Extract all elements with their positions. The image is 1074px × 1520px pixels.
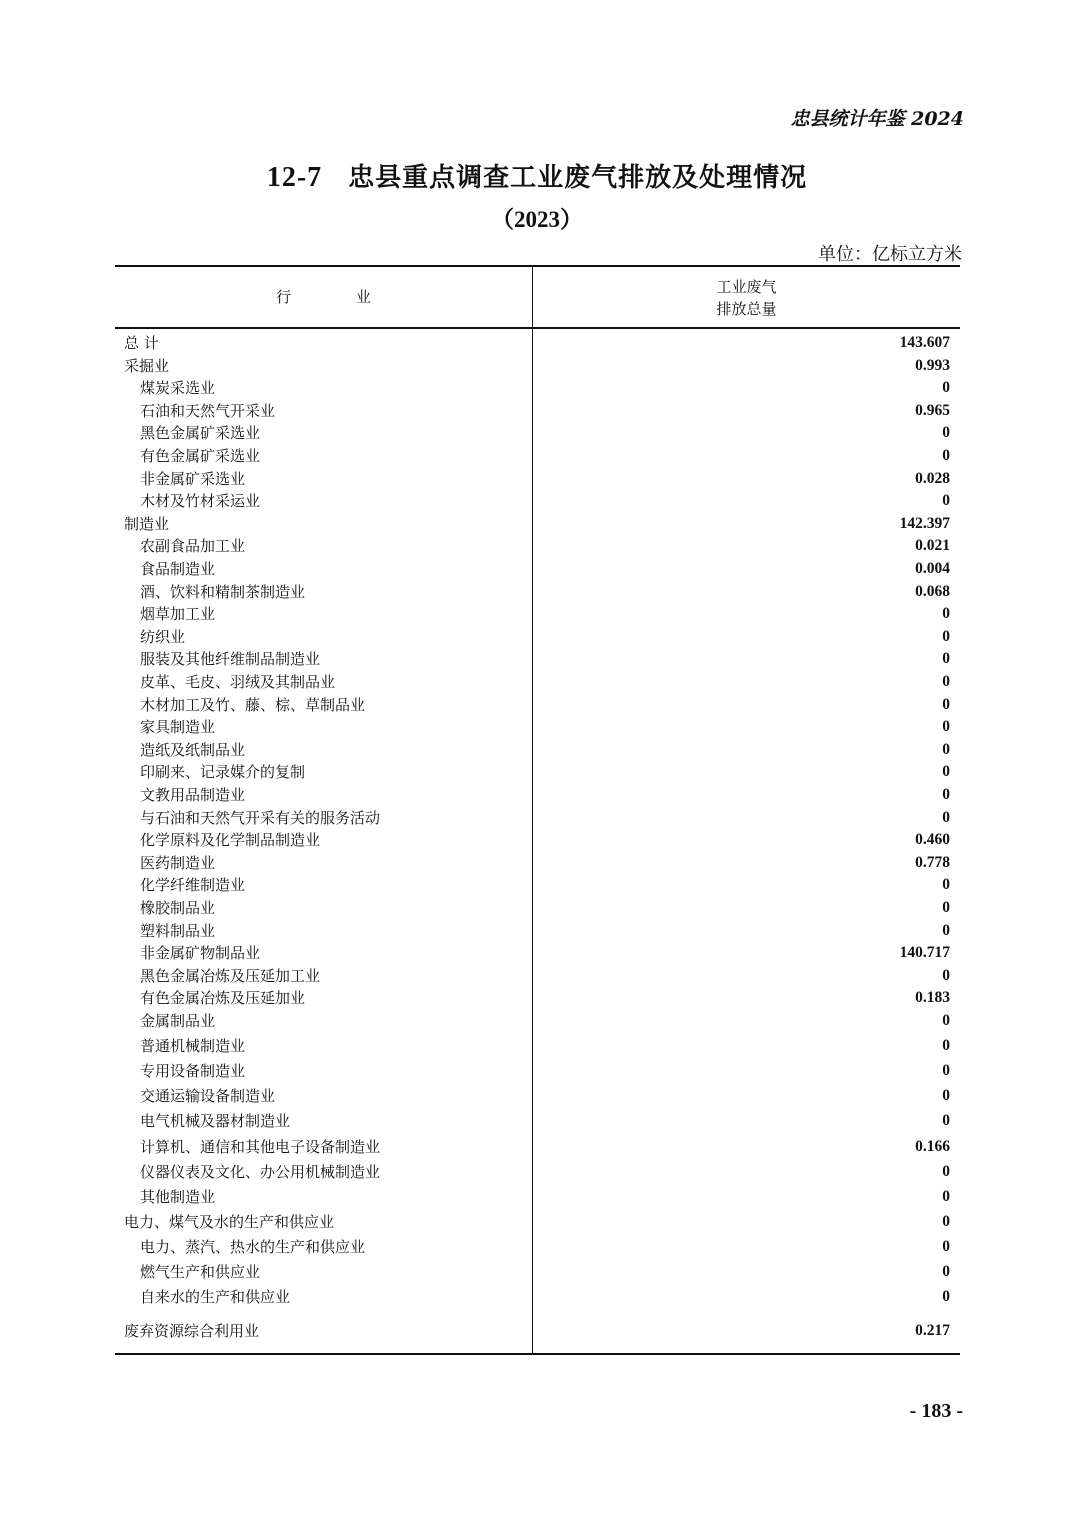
table-row — [115, 603, 960, 625]
emission-value: 0 — [942, 786, 950, 803]
year-caption — [0, 201, 1074, 234]
industry-name: 家具制造业 — [140, 718, 216, 737]
table-row — [115, 739, 960, 761]
industry-name: 酒、饮料和精制茶制造业 — [140, 582, 306, 601]
table-row — [115, 1161, 960, 1183]
industry-name: 服装及其他纤维制品制造业 — [140, 650, 321, 669]
industry-name: 黑色金属矿采选业 — [140, 424, 261, 443]
emission-value: 0 — [942, 379, 950, 397]
table-row — [115, 1320, 960, 1342]
industry-name: 食品制造业 — [140, 560, 216, 578]
emission-header-line2: 排放总量 — [716, 300, 777, 318]
emission-value: 0.068 — [915, 582, 950, 600]
emission-value: 0 — [942, 1212, 950, 1230]
table-row — [115, 852, 960, 874]
table-row — [115, 1186, 960, 1208]
table-row — [115, 784, 960, 806]
emission-column-header — [533, 276, 960, 320]
table-row — [115, 897, 960, 919]
industry-name: 金属制品业 — [140, 1012, 216, 1030]
data-table — [115, 265, 960, 1355]
table-row — [115, 716, 960, 738]
industry-name: 非金属矿物制品业 — [140, 944, 261, 963]
emission-value: 0 — [942, 447, 950, 464]
page-number: - 183 - — [909, 1400, 963, 1422]
year-text: （2023） — [491, 207, 583, 232]
emission-value: 0.021 — [915, 537, 950, 555]
table-row — [115, 1136, 960, 1158]
table-row — [115, 671, 960, 693]
emission-value: 0 — [942, 1112, 950, 1130]
table-row — [115, 1010, 960, 1032]
emission-value: 0.460 — [915, 831, 950, 849]
emission-value: 0 — [942, 876, 950, 894]
emission-value: 143.607 — [899, 334, 950, 351]
table-row — [115, 581, 960, 603]
emission-value: 0 — [942, 492, 950, 510]
table-row — [115, 422, 960, 444]
emission-value: 0 — [942, 966, 950, 984]
emission-value: 0 — [942, 627, 950, 645]
table-row — [115, 761, 960, 783]
table-row — [115, 558, 960, 580]
emission-value: 0 — [942, 1087, 950, 1105]
table-row — [115, 626, 960, 648]
industry-name: 仪器仪表及文化、办公用机械制造业 — [140, 1162, 381, 1181]
table-row — [115, 513, 960, 535]
table-row — [115, 920, 960, 942]
emission-value: 0.028 — [915, 469, 950, 487]
table-row — [115, 490, 960, 512]
industry-name: 皮革、毛皮、羽绒及其制品业 — [140, 673, 336, 691]
industry-name: 有色金属冶炼及压延加业 — [140, 989, 306, 1008]
emission-value: 0 — [942, 1288, 950, 1306]
table-row — [115, 1236, 960, 1258]
emission-value: 142.397 — [899, 514, 950, 532]
table-row — [115, 377, 960, 399]
emission-value: 0 — [942, 921, 950, 939]
table-row — [115, 400, 960, 422]
industry-name: 石油和天然气开采业 — [140, 401, 276, 420]
industry-name: 烟草加工业 — [140, 605, 216, 624]
running-header: 忠县统计年鉴 2024 — [790, 108, 964, 130]
table-row — [115, 874, 960, 896]
table-row — [115, 535, 960, 557]
industry-name: 电力、蒸汽、热水的生产和供应业 — [140, 1237, 366, 1256]
emission-value: 0.217 — [915, 1322, 950, 1340]
table-row — [115, 1035, 960, 1057]
emission-value: 0 — [942, 695, 950, 713]
industry-name: 煤炭采选业 — [140, 379, 216, 398]
table-row — [115, 829, 960, 851]
emission-value: 0 — [942, 1162, 950, 1180]
industry-name: 与石油和天然气开采有关的服务活动 — [140, 808, 381, 827]
emission-value: 0.166 — [915, 1137, 950, 1155]
emission-value: 0 — [942, 605, 950, 623]
table-row — [115, 694, 960, 716]
emission-value: 0 — [942, 740, 950, 758]
table-title: 忠县重点调查工业废气排放及处理情况 — [348, 163, 808, 193]
emission-value: 0.183 — [915, 989, 950, 1007]
emission-value: 140.717 — [899, 944, 950, 962]
industry-name: 交通运输设备制造业 — [140, 1087, 276, 1106]
emission-value: 0 — [942, 808, 950, 826]
industry-name: 化学纤维制造业 — [140, 876, 246, 895]
table-row — [115, 1110, 960, 1132]
emission-value: 0 — [942, 718, 950, 736]
emission-value: 0.004 — [915, 560, 950, 577]
industry-name: 自来水的生产和供应业 — [140, 1288, 291, 1307]
table-row — [115, 445, 960, 467]
emission-value: 0 — [942, 1037, 950, 1055]
industry-name: 化学原料及化学制品制造业 — [140, 831, 321, 850]
emission-value: 0.993 — [915, 356, 950, 374]
table-row — [115, 1211, 960, 1233]
industry-name: 非金属矿采选业 — [140, 469, 246, 488]
table-number: 12-7 — [266, 162, 323, 193]
industry-name: 电气机械及器材制造业 — [140, 1112, 291, 1131]
emission-value: 0 — [942, 1263, 950, 1280]
emission-value: 0.778 — [915, 853, 950, 871]
table-row — [115, 1286, 960, 1308]
industry-name: 造纸及纸制品业 — [140, 740, 246, 759]
emission-value: 0 — [942, 899, 950, 916]
industry-name: 印刷来、记录媒介的复制 — [140, 763, 306, 782]
industry-name: 燃气生产和供应业 — [140, 1263, 261, 1281]
industry-name: 医药制造业 — [140, 853, 216, 872]
industry-name: 纺织业 — [140, 627, 186, 646]
emission-value: 0 — [942, 1237, 950, 1255]
table-row — [115, 965, 960, 987]
industry-name: 普通机械制造业 — [140, 1037, 246, 1056]
industry-name: 有色金属矿采选业 — [140, 447, 261, 465]
industry-name: 其他制造业 — [140, 1187, 216, 1206]
table-row — [115, 1261, 960, 1283]
page-title — [0, 157, 1074, 194]
emission-header-line1: 工业废气 — [716, 278, 777, 296]
industry-name: 农副食品加工业 — [140, 537, 246, 556]
industry-name: 橡胶制品业 — [140, 899, 216, 917]
industry-name: 制造业 — [124, 514, 170, 533]
emission-value: 0 — [942, 1062, 950, 1080]
emission-value: 0 — [942, 1012, 950, 1029]
industry-name: 专用设备制造业 — [140, 1062, 246, 1081]
table-row — [115, 355, 960, 377]
emission-value: 0 — [942, 763, 950, 781]
table-row — [115, 1085, 960, 1107]
industry-name: 采掘业 — [124, 356, 170, 375]
industry-name: 文教用品制造业 — [140, 786, 246, 804]
table-row — [115, 332, 960, 354]
emission-value: 0.965 — [915, 401, 950, 419]
industry-name: 总 计 — [124, 334, 159, 352]
table-row — [115, 648, 960, 670]
table-row — [115, 942, 960, 964]
emission-value: 0 — [942, 424, 950, 442]
table-header — [115, 267, 960, 329]
table-row — [115, 1060, 960, 1082]
emission-value: 0 — [942, 650, 950, 668]
industry-name: 废弃资源综合利用业 — [124, 1322, 260, 1341]
table-row — [115, 807, 960, 829]
industry-column-header: 行 业 — [276, 288, 371, 306]
industry-name: 黑色金属冶炼及压延加工业 — [140, 966, 321, 985]
industry-name: 计算机、通信和其他电子设备制造业 — [140, 1137, 381, 1156]
table-row — [115, 987, 960, 1009]
emission-value: 0 — [942, 1187, 950, 1205]
industry-name: 电力、煤气及水的生产和供应业 — [124, 1212, 335, 1231]
industry-name: 木材加工及竹、藤、棕、草制品业 — [140, 695, 366, 714]
table-row — [115, 468, 960, 490]
industry-name: 木材及竹材采运业 — [140, 492, 261, 511]
industry-name: 塑料制品业 — [140, 921, 216, 940]
unit-label: 单位：亿标立方米 — [818, 244, 962, 265]
emission-value: 0 — [942, 673, 950, 690]
